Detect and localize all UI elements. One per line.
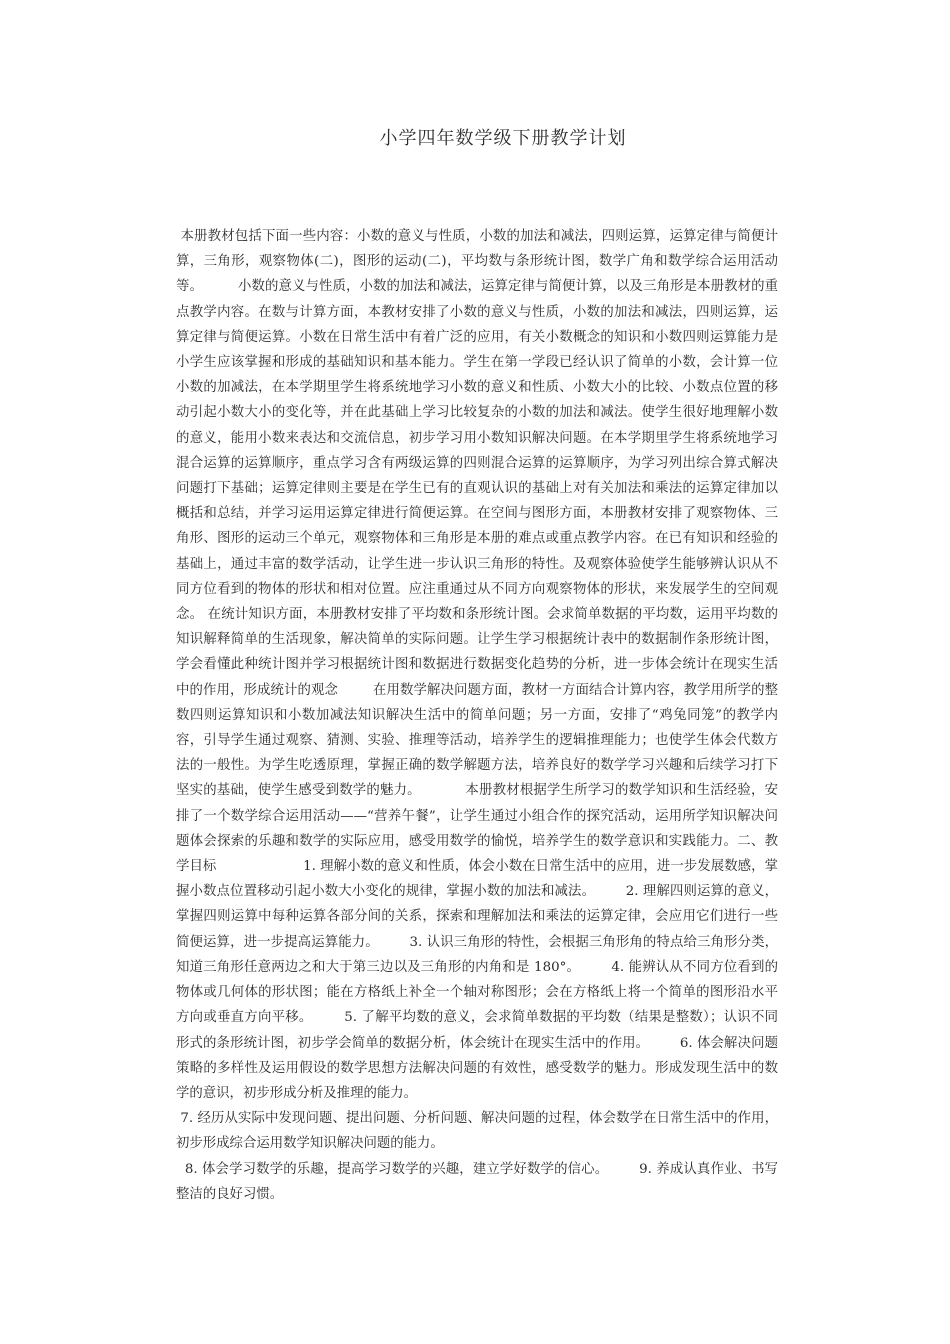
body-paragraph-main: 本册教材包括下面一些内容：小数的意义与性质，小数的加法和减法，四则运算，运算定律与简便计算，三角形，观察物体(二)，图形的运动(二)，平均数与条形统计图，数学广角和数学综合运用活动等。 小数的意义与性质，小数的加法和减法，运算定律与简便计算，以及三角形是本册教材的重点教学内容。在数与计算方面，本教材安排了小数的意义与性质，小数的加法和减法，四则运算，运算定律与简便运算。小数在日常生活中有着广泛的应用，有关小数概念的知识和小数四则运算能力是小学生应该掌握和形成的基础知识和基本能力。学生在第一学段已经认识了简单的小数，会计算一位小数的加减法，在本学期里学生将系统地学习小数的意义和性质、小数大小的比较、小数点位置的移动引起小数大小的变化等，并在此基础上学习比较复杂的小数的加法和减法。使学生很好地理解小数的意义，能用小数来表达和交流信息，初步学习用小数知识解决问题。在本学期里学生将系统地学习混合运算的运算顺序，重点学习含有两级运算的四则混合运算的运算顺序，为学习列出综合算式解决问题打下基础；运算定律则主要是在学生已有的直观认识的基础上对有关加法和乘法的运算定律加以概括和总结，并学习运用运算定律进行简便运算。在空间与图形方面，本册教材安排了观察物体、三角形、图形的运动三个单元，观察物体和三角形是本册的难点或重点教学内容。在已有知识和经验的基础上，通过丰富的数学活动，让学生进一步认识三角形的特性。及观察体验使学生能够辨认识从不同方位看到的物体的形状和相对位置。应注重通过从不同方向观察物体的形状，来发展学生的空间观念。 在统计知识方面，本册教材安排了平均数和条形统计图。会求简单数据的平均数，运用平均数的知识解释简单的生活现象，解决简单的实际问题。让学生学习根据统计表中的数据制作条形统计图，学会看懂此种统计图并学习根据统计图和数据进行数据变化趋势的分析，进一步体会统计在现实生活中的作用，形成统计的观念 在用数学解决问题方面，教材一方面结合计算内容，教学用所学的整数四则运算知识和小数加减法知识解决生活中的简单问题；另一方面，安排了“鸡兔同笼”的教学内容，引导学生通过观察、猜测、实验、推理等活动，培养学生的逻辑推理能力；也使学生体会代数方法的一般性。为学生吃透原理，掌握正确的数学解题方法，培养良好的数学学习兴趣和后续学习打下坚实的基础，使学生感受到数学的魅力。 本册教材根据学生所学习的数学知识和生活经验，安排了一个数学综合运用活动——“营养午餐”，让学生通过小组合作的探究活动，运用所学知识解决问题体会探索的乐趣和数学的实际应用，感受用数学的愉悦，培养学生的数学意识和实践能力。二、教学目标 1. 理解小数的意义和性质，体会小数在日常生活中的应用，进一步发展数感，掌握小数点位置移动引起小数大小变化的规律，掌握小数的加法和减法。 2. 理解四则运算的意义，掌握四则运算中每种运算各部分间的关系，探索和理解加法和乘法的运算定律，会应用它们进行一些简便运算，进一步提高运算能力。 3. 认识三角形的特性，会根据三角形角的特点给三角形分类，知道三角形任意两边之和大于第三边以及三角形的内角和是 180°。 4. 能辨认从不同方位看到的物体或几何体的形状图；能在方格纸上补全一个轴对称图形；会在方格纸上将一个简单的图形沿水平方向或垂直方向平移。 5. 了解平均数的意义，会求简单数据的平均数（结果是整数）；认识不同形式的条形统计图，初步学会简单的数据分析，体会统计在现实生活中的作用。 6. 体会解决问题策略的多样性及运用假设的数学思想方法解决问题的有效性，感受数学的魅力。形成发现生活中的数学的意识，初步形成分析及推理的能力。 bbox=[176, 229, 778, 1101]
document-title: 小学四年数学级下册教学计划 bbox=[379, 128, 627, 149]
body-paragraph-goal-7: 7. 经历从实际中发现问题、提出问题、分析问题、解决问题的过程，体会数学在日常生活中的作用，初步形成综合运用数学知识解决问题的能力。 bbox=[176, 1111, 778, 1152]
document-body bbox=[176, 224, 778, 1207]
body-paragraph-goal-8-9: 8. 体会学习数学的乐趣，提高学习数学的兴趣，建立学好数学的信心。 9. 养成认真作业、书写整洁的良好习惯。 bbox=[176, 1161, 779, 1202]
